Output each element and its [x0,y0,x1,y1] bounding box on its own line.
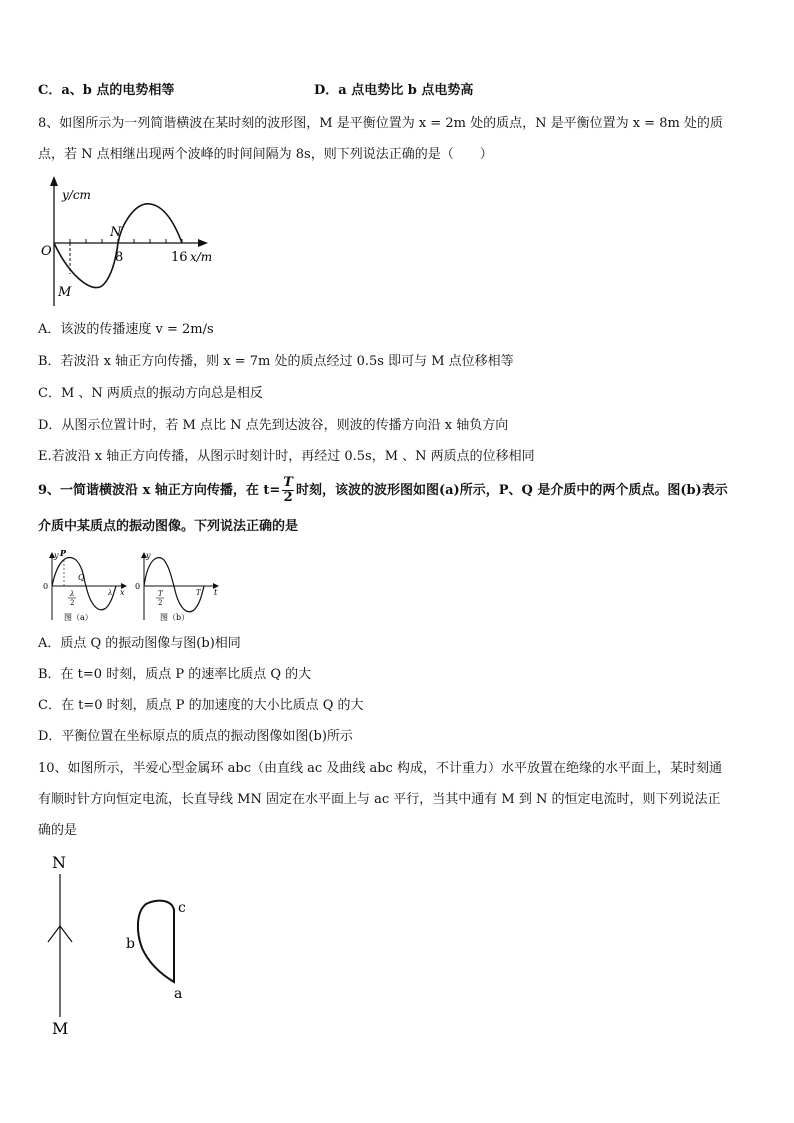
q9a-p-label: P [60,550,67,558]
q9-stem-part2: 时刻，该波的波形图如图(a)所示，P、Q 是介质中的两个质点。图(b)表示 [295,483,728,498]
q9-fraction-t-half [282,476,294,505]
q9b-t-half-den: 2 [158,599,163,607]
q8-y-arrow [50,176,58,186]
q8-wave-figure [38,172,228,312]
q9a-q-label: Q [78,573,85,582]
q10-half-heart-ring [138,901,174,982]
q9a-lambda-half-den: 2 [70,599,75,607]
q8-option-c: C．M 、N 两质点的振动方向总是相反 [38,386,263,401]
q9b-caption: 图（b） [160,613,190,622]
q8-x-label: x/m [190,250,213,264]
q8-option-a: A．该波的传播速度 v = 2m/s [38,322,214,337]
q9-fraction-den: 2 [283,490,293,505]
q9a-x-label: x [120,588,125,597]
q9b-T-label: T [196,589,201,597]
q9-stem-part1: 9、一简谐横波沿 x 轴正方向传播，在 t= [38,483,281,498]
q10-label-a: a [174,986,183,1002]
q8-option-d: D．从图示位置计时，若 M 点比 N 点先到达波谷，则波的传播方向沿 x 轴负方向 [38,418,509,433]
q7-option-d: D．a 点电势比 b 点电势高 [314,83,474,98]
q9b-zero: 0 [135,582,141,591]
q9-option-a: A．质点 Q 的振动图像与图(b)相同 [38,636,241,651]
q8-tick-8: 8 [115,250,124,265]
q9-option-d: D．平衡位置在坐标原点的质点的振动图像如图(b)所示 [38,729,353,744]
q9-fraction-num: T [283,475,293,490]
q9a-caption: 图（a） [64,613,93,622]
q10-label-c: c [178,900,186,916]
q9b-y-label: y [146,551,151,560]
q10-label-b: b [126,936,135,952]
q8-stem-line2: 点，若 N 点相继出现两个波峰的时间间隔为 8s，则下列说法正确的是（ ） [38,147,493,162]
q9b-t-half-num: T [158,590,163,598]
q9-stem-line1 [38,476,728,505]
q9a-zero: 0 [43,582,49,591]
q9a-lambda-half-num: λ [70,590,75,598]
q8-n-label: N [110,225,122,240]
q8-stem-line1: 8、如图所示为一列简谐横波在某时刻的波形图，M 是平衡位置为 x = 2m 处的质点，N 是平衡位置为 x = 8m 处的质 [38,116,723,131]
q10-label-n: N [52,853,66,872]
q10-figure [40,852,220,1042]
q8-origin-label: O [41,244,52,259]
q9-option-c: C．在 t=0 时刻，质点 P 的加速度的大小比质点 Q 的大 [38,698,364,713]
q9-option-b: B．在 t=0 时刻，质点 P 的速率比质点 Q 的大 [38,667,312,682]
q10-stem-line1: 10、如图所示，半爱心型金属环 abc（由直线 ac 及曲线 abc 构成，不计重力）水平放置在绝缘的水平面上，某时刻通 [38,761,722,776]
q8-option-e: E.若波沿 x 轴正方向传播，从图示时刻计时，再经过 0.5s，M 、N 两质点的位移相同 [38,449,535,464]
q8-option-b: B．若波沿 x 轴正方向传播，则 x = 7m 处的质点经过 0.5s 即可与 M 点位移相等 [38,354,514,369]
q8-y-label: y/cm [62,188,91,202]
q8-tick-16: 16 [171,250,188,265]
q9-figure-b [132,550,224,626]
q7-option-c: C．a、b 点的电势相等 [38,83,175,98]
q8-wave-curve [54,204,182,288]
q8-m-label: M [58,285,72,300]
q9-figure-a [40,550,130,626]
q9a-lambda: λ [108,589,113,597]
q9-stem-line2: 介质中某质点的振动图像。下列说法正确的是 [38,519,299,534]
q9b-t-label: t [214,588,218,597]
q10-label-m: M [52,1019,69,1038]
q8-x-arrow [198,239,208,247]
q10-stem-line3: 确的是 [38,823,78,838]
q10-stem-line2: 有顺时针方向恒定电流，长直导线 MN 固定在水平面上与 ac 平行，当其中通有 M 到 N 的恒定电流时，则下列说法正 [38,792,721,807]
q9a-y-label: y [54,551,59,560]
